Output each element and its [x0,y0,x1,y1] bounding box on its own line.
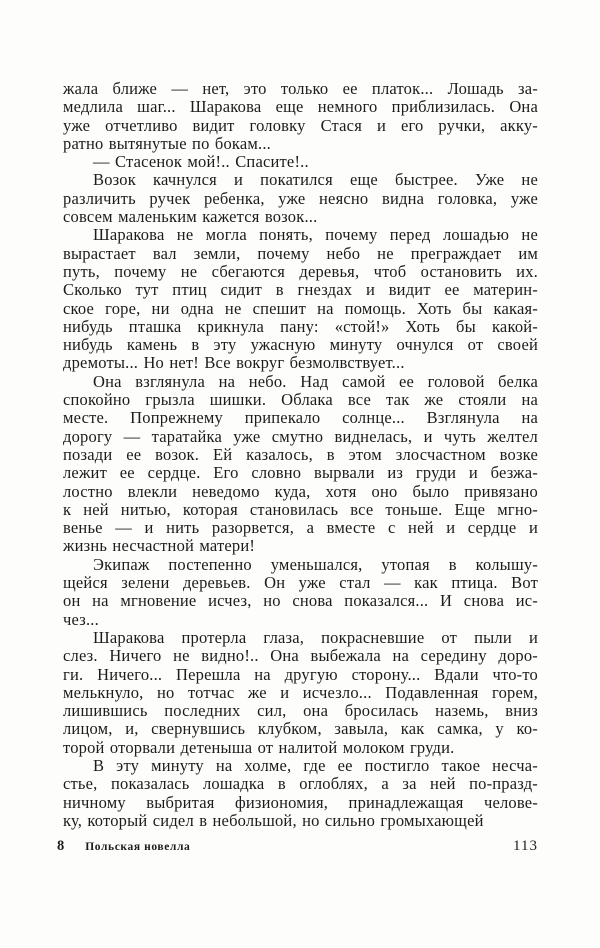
text-line: ги. Ничего... Перешла на другую сторону... Вдали что-то [63,664,538,684]
text-line: венье — и нить разорвется, а вместе с ней и сердце и [63,518,538,538]
text-line: стье, показалась лошадка в оглоблях, а за ней по-празд- [63,774,538,794]
paragraph [63,171,538,226]
text-line: уже отчетливо видит головку Стася и его ручки, акку- [63,115,538,135]
text-line: лежит ее сердце. Его словно вырвали из груди и безжа- [63,463,538,483]
text-line: лишившись последних сил, она бросилась наземь, вниз [63,701,538,721]
text-line: щейся зелени деревьев. Он уже стал — как птица. Вот [63,573,538,593]
paragraph [63,757,538,830]
text-line: Шаракова не могла понять, почему перед лошадью не [93,225,538,245]
text-line: Сколько тут птиц сидит в гнездах и видит ее материн- [63,280,538,300]
paragraph [63,629,538,757]
text-line: мелькнуло, но тотчас же и исчезло... Подавленная горем, [63,682,538,702]
text-line: вырастает вал земли, почему небо не преграждает им [63,243,538,263]
footer-page-number: 113 [513,838,538,854]
text-line: Шаракова протерла глаза, покрасневшие от пыли и [93,627,538,647]
text-line: к ней нитью, которая становилась все тоньше. Еще мгно- [63,499,538,519]
text-line: лицом, и, свернувшись клубком, завыла, как самка, у ко- [63,719,538,739]
text-line: В эту минуту на холме, где ее постигло такое несча- [93,755,538,775]
paragraph [63,556,538,629]
paragraph [63,80,538,153]
text-line: месте. Попрежнему припекало солнце... Взглянула на [63,408,538,428]
paragraph [63,226,538,372]
text-line: Возок качнулся и покатился еще быстрее. Уже не [93,170,538,190]
text-line: путь, почему не сбегаются деревья, чтоб остановить их. [63,261,538,281]
text-line: ку, который сидел в небольшой, но сильно громыхающей [63,810,484,830]
text-line: ское горе, ни одна не спешит на помощь. Хоть бы какая- [63,298,538,318]
text-line: слез. Ничего не видно!.. Она выбежала на середину доро- [63,646,538,666]
text-line: позади ее возок. Ей казалось, в этом злосчастном возке [63,444,538,464]
text-line: торой оторвали детеныша от налитой молоком груди. [63,737,455,757]
text-line: нибудь пташка крикнула пану: «стой!» Хоть бы какой- [63,316,538,336]
text-line: совсем маленьким кажется возок... [63,207,318,227]
text-line: чез... [63,609,99,629]
text-line: ратно вытянутые по бокам... [63,133,272,153]
text-line: лостно влекли неведомо куда, хотя оно было привязано [63,481,538,501]
footer [57,838,538,855]
text-line: жала ближе — нет, это только ее платок... Лошадь за- [63,79,538,98]
text-line: различить ручек ребенка, уже неясно видна головка, уже [63,188,538,208]
text-line: медлила шаг... Шаракова еще немного приблизилась. Она [63,97,538,117]
footer-book-title: Польская новелла [85,841,191,853]
text-line: Она взглянула на небо. Над самой ее головой белка [93,371,538,391]
text-line: он на мгновение исчез, но снова показался... И снова ис- [63,591,538,611]
text-line: Экипаж постепенно уменьшался, утопая в колышу- [93,554,538,574]
paragraph [63,153,538,171]
text-block [63,80,538,830]
text-line: жизнь несчастной матери! [63,536,256,556]
paragraph [63,373,538,556]
text-line: дремоты... Но нет! Все вокруг безмолвствует... [63,353,405,373]
text-line: ничному выбритая физиономия, принадлежащая челове- [63,792,538,812]
footer-signature-number: 8 [57,838,65,854]
text-line: спокойно грызла шишки. Облака все так же стояли на [63,390,538,410]
text-line: дорогу — таратайка уже смутно виднелась, и чуть желтел [63,426,538,446]
text-line: — Стасенок мой!.. Спасите!.. [93,152,309,172]
text-line: нибудь камень в эту ужасную минуту очнулся от своей [63,335,538,355]
